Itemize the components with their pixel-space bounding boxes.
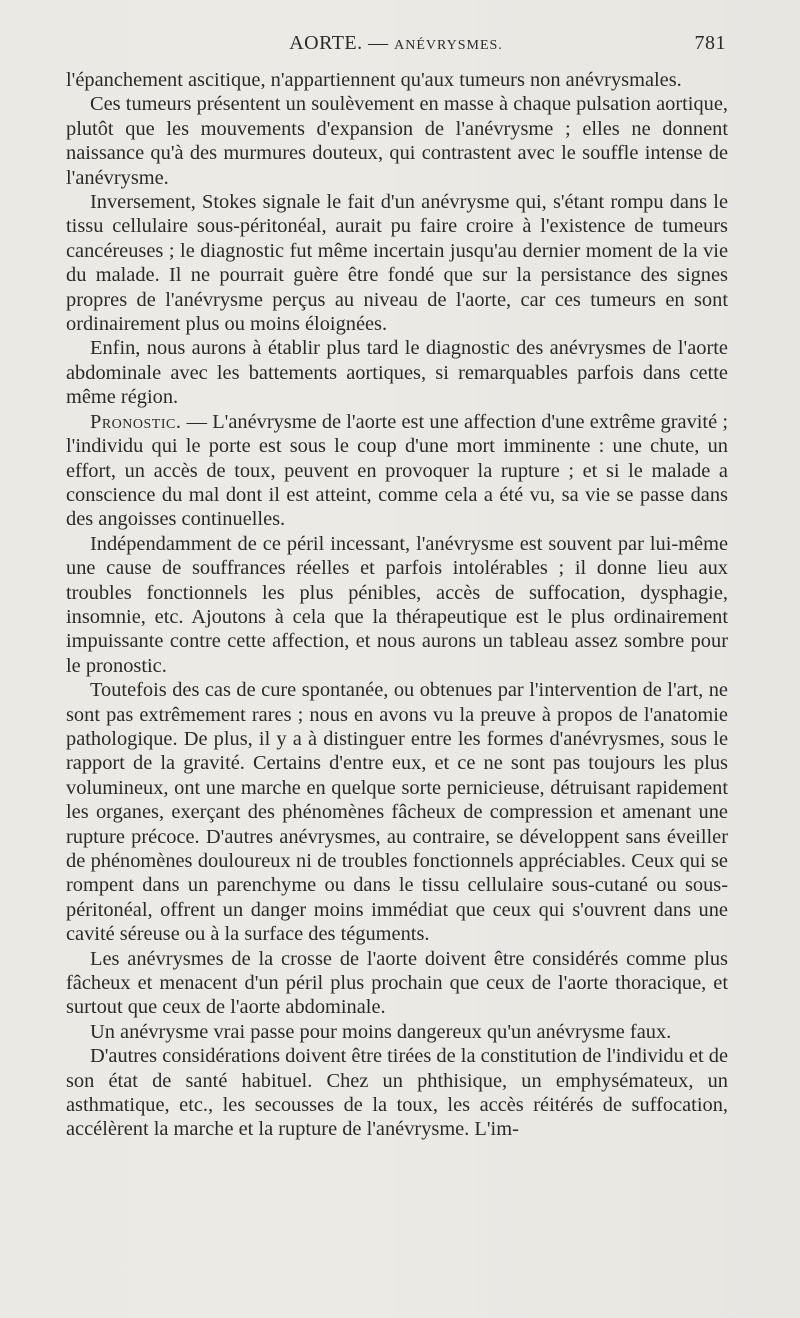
paragraph-tumeurs <box>66 92 728 190</box>
paragraph-constitution <box>66 1044 728 1142</box>
running-header <box>66 32 726 62</box>
paragraph-text: Enfin, nous aurons à établir plus tard le diagnostic des anévrysmes de l'aorte abdominale avec les battements aortiques, si remarquables parfois dans cette même région. <box>66 337 728 409</box>
running-title <box>66 32 726 55</box>
section-heading-pronostic: Pronostic. <box>90 410 182 433</box>
paragraph-text: l'épanchement ascitique, n'appartiennent qu'aux tumeurs non anévrysmales. <box>66 69 682 91</box>
paragraph-text: Les anévrysmes de la crosse de l'aorte doivent être considérés comme plus fâcheux et menacent d'un péril plus prochain que ceux de l'aorte thoracique, et surtout que ceux de l'aorte abdominale. <box>66 947 728 1019</box>
paragraph-text: — L'anévrysme de l'aorte est une affection d'une extrême gravité ; l'individu qui le porte est sous le coup d'une mort imminente : une chute, un effort, un accès de toux, peuvent en provoquer la rupture ; et si le malade a conscience du mal dont il est atteint, comme cela a été vu, sa vie se passe dans des angoisses continuelles. <box>66 410 728 531</box>
paragraph-crosse <box>66 947 728 1020</box>
page-number: 781 <box>694 32 726 54</box>
paragraph-text: Ces tumeurs présentent un soulèvement en masse à chaque pulsation aortique, plutôt que les mouvements d'expansion de l'anévrysme ; elles ne donnent naissance qu'à des murmures douteux, qui contrastent avec le souffle intense de l'anévrysme. <box>66 93 728 189</box>
paragraph-peril <box>66 532 728 678</box>
paragraph-text: Toutefois des cas de cure spontanée, ou obtenues par l'intervention de l'art, ne sont pas extrêmement rares ; nous en avons vu la preuve à propos de l'anatomie pathologique. De plus, il y a à distinguer entre les formes d'anévrysmes, sous le rapport de la gravité. Certains d'entre eux, et ce ne sont pas toujours les plus volumineux, ont une marche en quelque sorte pernicieuse, détruisant rapidement les organes, exerçant des phénomènes fâcheux de compression et amenant une rupture précoce. D'autres anévrysmes, au contraire, se développent sans éveiller de phénomènes douloureux ni de troubles fonctionnels appréciables. Ceux qui se rompent dans un parenchyme ou dans le tissu cellulaire sous-cutané ou sous-péritonéal, offrent un danger moins immédiat que ceux qui s'ouvrent dans une cavité séreuse ou à la surface des téguments. <box>66 679 728 946</box>
paragraph-text: Inversement, Stokes signale le fait d'un anévrysme qui, s'étant rompu dans le tissu cellulaire sous-péritonéal, aurait pu faire croire à l'existence de tumeurs cancéreuses ; le diagnostic fut même incertain jusqu'au dernier moment de la vie du malade. Il ne pourrait guère être fondé que sur la persistance des signes propres de l'anévrysme perçus au niveau de l'aorte, car ces tumeurs en sont ordinairement plus ou moins éloignées. <box>66 191 728 336</box>
paragraph-continuation <box>66 68 728 92</box>
header-title: AORTE. <box>289 32 363 54</box>
paragraph-enfin <box>66 336 728 409</box>
paragraph-text: Un anévrysme vrai passe pour moins dangereux qu'un anévrysme faux. <box>90 1020 672 1043</box>
paragraph-text: Indépendamment de ce péril incessant, l'anévrysme est souvent par lui-même une cause de souffrances réelles et parfois intolérables ; il donne lieu aux troubles fonctionnels les plus pénibles, accès de suffocation, dysphagie, insomnie, etc. Ajoutons à cela que la thérapeutique est le plus ordinairement impuissante contre cette affection, et nous aurons un tableau assez sombre pour le pronostic. <box>66 532 728 677</box>
paragraph-cure <box>66 678 728 946</box>
header-subtitle: ANÉVRYSMES. <box>394 38 503 53</box>
header-dash: — <box>368 32 389 54</box>
paragraph-pronostic <box>66 410 728 532</box>
paragraph-stokes <box>66 190 728 336</box>
paragraph-text: D'autres considérations doivent être tirées de la constitution de l'individu et de son état de santé habituel. Chez un phthisique, un emphysémateux, un asthmatique, etc., les secousses de la toux, les accès réitérés de suffocation, accélèrent la marche et la rupture de l'anévrysme. L'im- <box>66 1045 728 1141</box>
paragraph-vrai <box>66 1020 728 1044</box>
body-text <box>66 68 728 1142</box>
